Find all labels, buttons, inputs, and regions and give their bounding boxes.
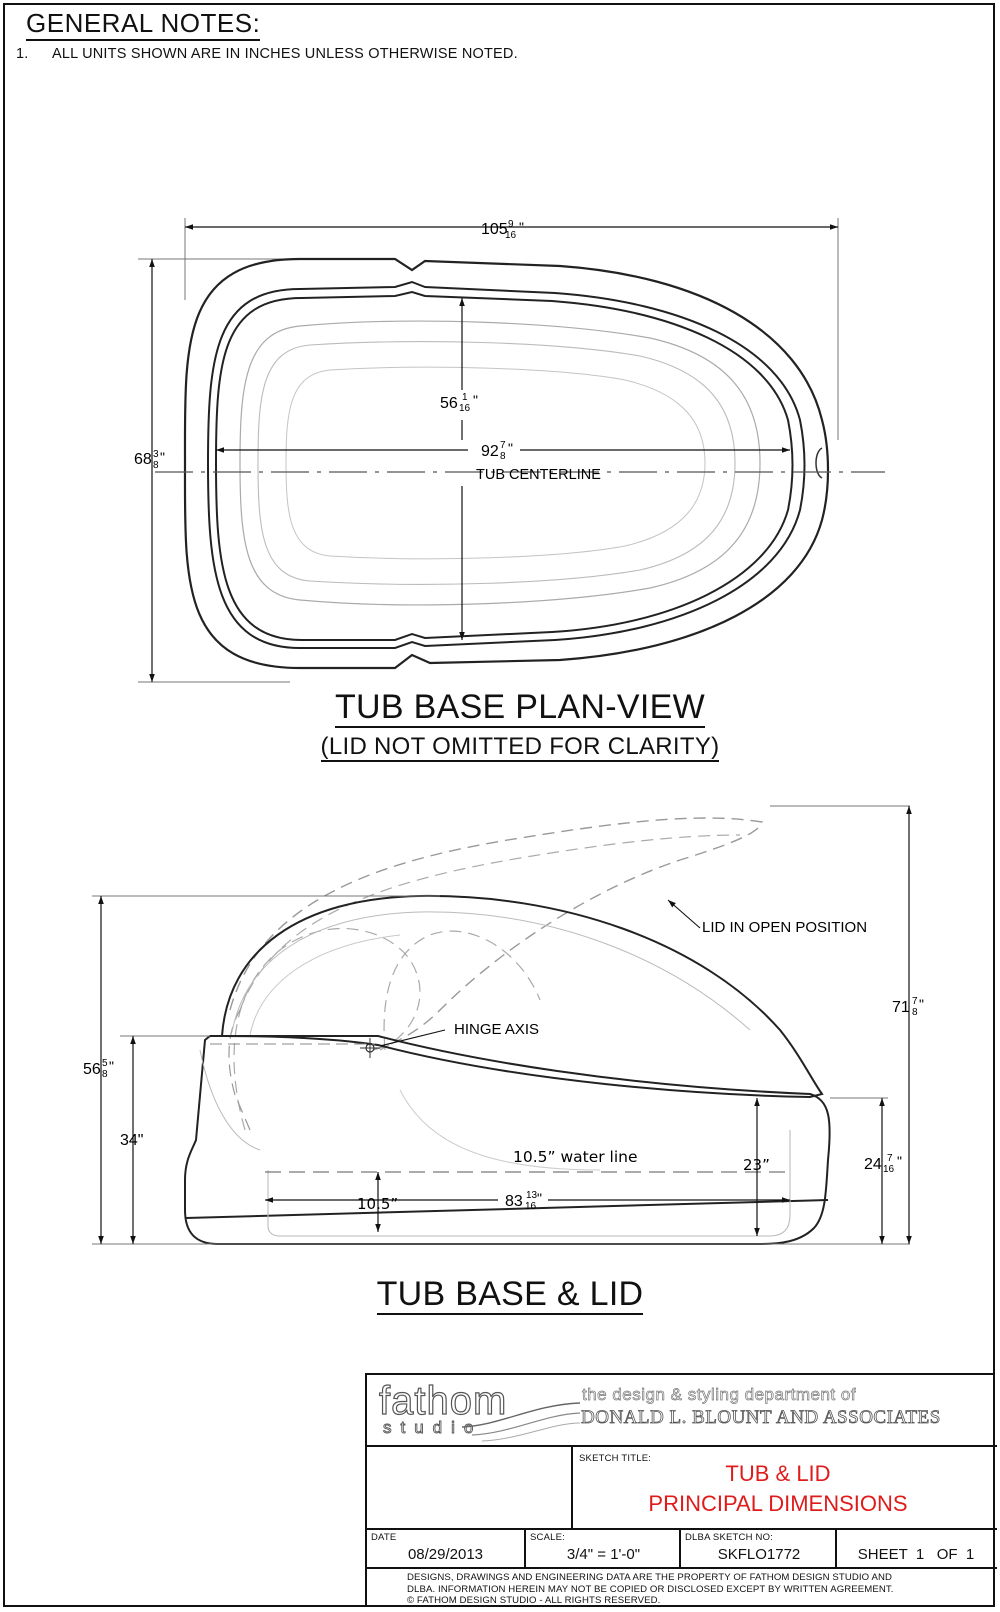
inch-mark: ": [519, 219, 524, 235]
sheet-cell: [835, 1528, 997, 1567]
general-notes-title: GENERAL NOTES:: [26, 8, 260, 41]
scale-value: 3/4" = 1'-0": [566, 1546, 641, 1563]
plan-view-subheading: (LID NOT OMITTED FOR CLARITY): [320, 733, 720, 760]
date-label: DATE: [371, 1532, 397, 1543]
plan-view-heading: TUB BASE PLAN-VIEW: [334, 688, 706, 726]
disclaimer-line-2: DLBA. INFORMATION HEREIN MAY NOT BE COPIED OR DISCLOSED EXCEPT BY WRITTEN AGREEMENT.: [407, 1583, 894, 1595]
dim-whole: 56: [440, 395, 458, 412]
tub-centerline-label: TUB CENTERLINE: [476, 467, 601, 483]
dim-whole: 71: [892, 999, 910, 1016]
logo-cell: [367, 1375, 997, 1445]
dim-den: 16: [505, 230, 517, 241]
dim-whole: 56: [83, 1061, 101, 1078]
inch-mark: ": [508, 440, 513, 456]
tub-outer-outline: [185, 259, 828, 668]
disclaimer-cell: [367, 1567, 997, 1609]
dim-inner-width: [440, 392, 478, 414]
hinge-axis-label: HINGE AXIS: [454, 1021, 540, 1038]
inch-mark: ": [537, 1190, 542, 1206]
side-view: [83, 806, 924, 1244]
side-view-heading: TUB BASE & LID: [376, 1275, 644, 1313]
dim-whole: 92: [481, 443, 499, 460]
dim-num: 9: [508, 219, 514, 230]
sketch-title-line-1: TUB & LID: [725, 1461, 831, 1486]
disclaimer-line-1: DESIGNS, DRAWINGS AND ENGINEERING DATA ARE THE PROPERTY OF FATHOM DESIGN STUDIO AND: [407, 1572, 893, 1583]
dim-overall-width: [134, 449, 165, 471]
dim-den: 16: [459, 403, 471, 414]
dim-whole: 68: [134, 451, 152, 468]
sketch-no-cell: [679, 1528, 835, 1567]
sketch-title-label: SKETCH TITLE:: [579, 1453, 652, 1464]
title-block: [365, 1373, 995, 1607]
dim-num: 7: [887, 1153, 893, 1164]
dim-num: 13: [526, 1190, 538, 1201]
dim-whole: 105: [481, 221, 508, 238]
inch-mark: ": [473, 392, 478, 408]
side-view-title: [370, 1275, 650, 1314]
height-34-label: 34": [120, 1132, 144, 1149]
blank-cell: [367, 1445, 571, 1528]
dim-den: 16: [525, 1201, 537, 1212]
inch-mark: ": [160, 449, 165, 465]
dim-whole: 83: [505, 1193, 523, 1210]
dim-den: 16: [883, 1164, 895, 1175]
dim-den: 8: [912, 1007, 918, 1018]
scale-cell: [524, 1528, 679, 1567]
dim-whole: 24: [864, 1156, 882, 1173]
sketch-title-line-2: PRINCIPAL DIMENSIONS: [648, 1491, 908, 1516]
inch-mark: ": [109, 1058, 114, 1074]
dim-inner-length: [481, 440, 513, 462]
water-line-label: 10.5” water line: [513, 1148, 638, 1166]
base-outline: [185, 1036, 830, 1244]
dim-num: 7: [500, 440, 506, 451]
inch-mark: ": [919, 996, 924, 1012]
sketch-title-cell: [571, 1445, 997, 1528]
depth-23-label: 23”: [743, 1156, 770, 1174]
dim-num: 5: [102, 1058, 108, 1069]
sketch-no-label: DLBA SKETCH NO:: [685, 1532, 773, 1543]
sketch-no-value: SKFLO1772: [717, 1546, 801, 1563]
scale-label: SCALE:: [530, 1532, 565, 1543]
dim-height-lid-closed: [83, 1058, 114, 1080]
note-number: 1.: [16, 46, 29, 62]
company-name: DONALD L. BLOUNT AND ASSOCIATES: [581, 1407, 941, 1428]
dim-overall-length: [481, 219, 524, 241]
lid-open-label: LID IN OPEN POSITION: [702, 919, 868, 936]
date-value: 08/29/2013: [407, 1546, 484, 1563]
date-cell: [367, 1528, 524, 1567]
dim-num: 3: [153, 449, 159, 460]
logo-swoosh: [462, 1385, 582, 1445]
fathom-logo: fathom: [379, 1379, 508, 1423]
plan-view-title: [310, 688, 730, 761]
note-text: ALL UNITS SHOWN ARE IN INCHES UNLESS OTHERWISE NOTED.: [52, 46, 518, 62]
dim-num: 7: [912, 996, 918, 1007]
dim-num: 1: [462, 392, 468, 403]
inch-mark: ": [897, 1153, 902, 1169]
depth-10-5-label: 10.5”: [357, 1195, 399, 1213]
plan-view: [134, 218, 885, 682]
studio-logo: studio: [383, 1418, 483, 1437]
disclaimer-line-3: © FATHOM DESIGN STUDIO - ALL RIGHTS RESERVED.: [407, 1595, 661, 1606]
dim-den: 8: [153, 460, 159, 471]
dim-height-lid-open: [892, 996, 924, 1018]
dim-den: 8: [102, 1069, 108, 1080]
dim-rim-height: [864, 1153, 902, 1175]
sheet-value: SHEET 1 OF 1: [857, 1546, 975, 1563]
dim-den: 8: [500, 451, 506, 462]
tagline: the design & styling department of: [582, 1385, 857, 1404]
